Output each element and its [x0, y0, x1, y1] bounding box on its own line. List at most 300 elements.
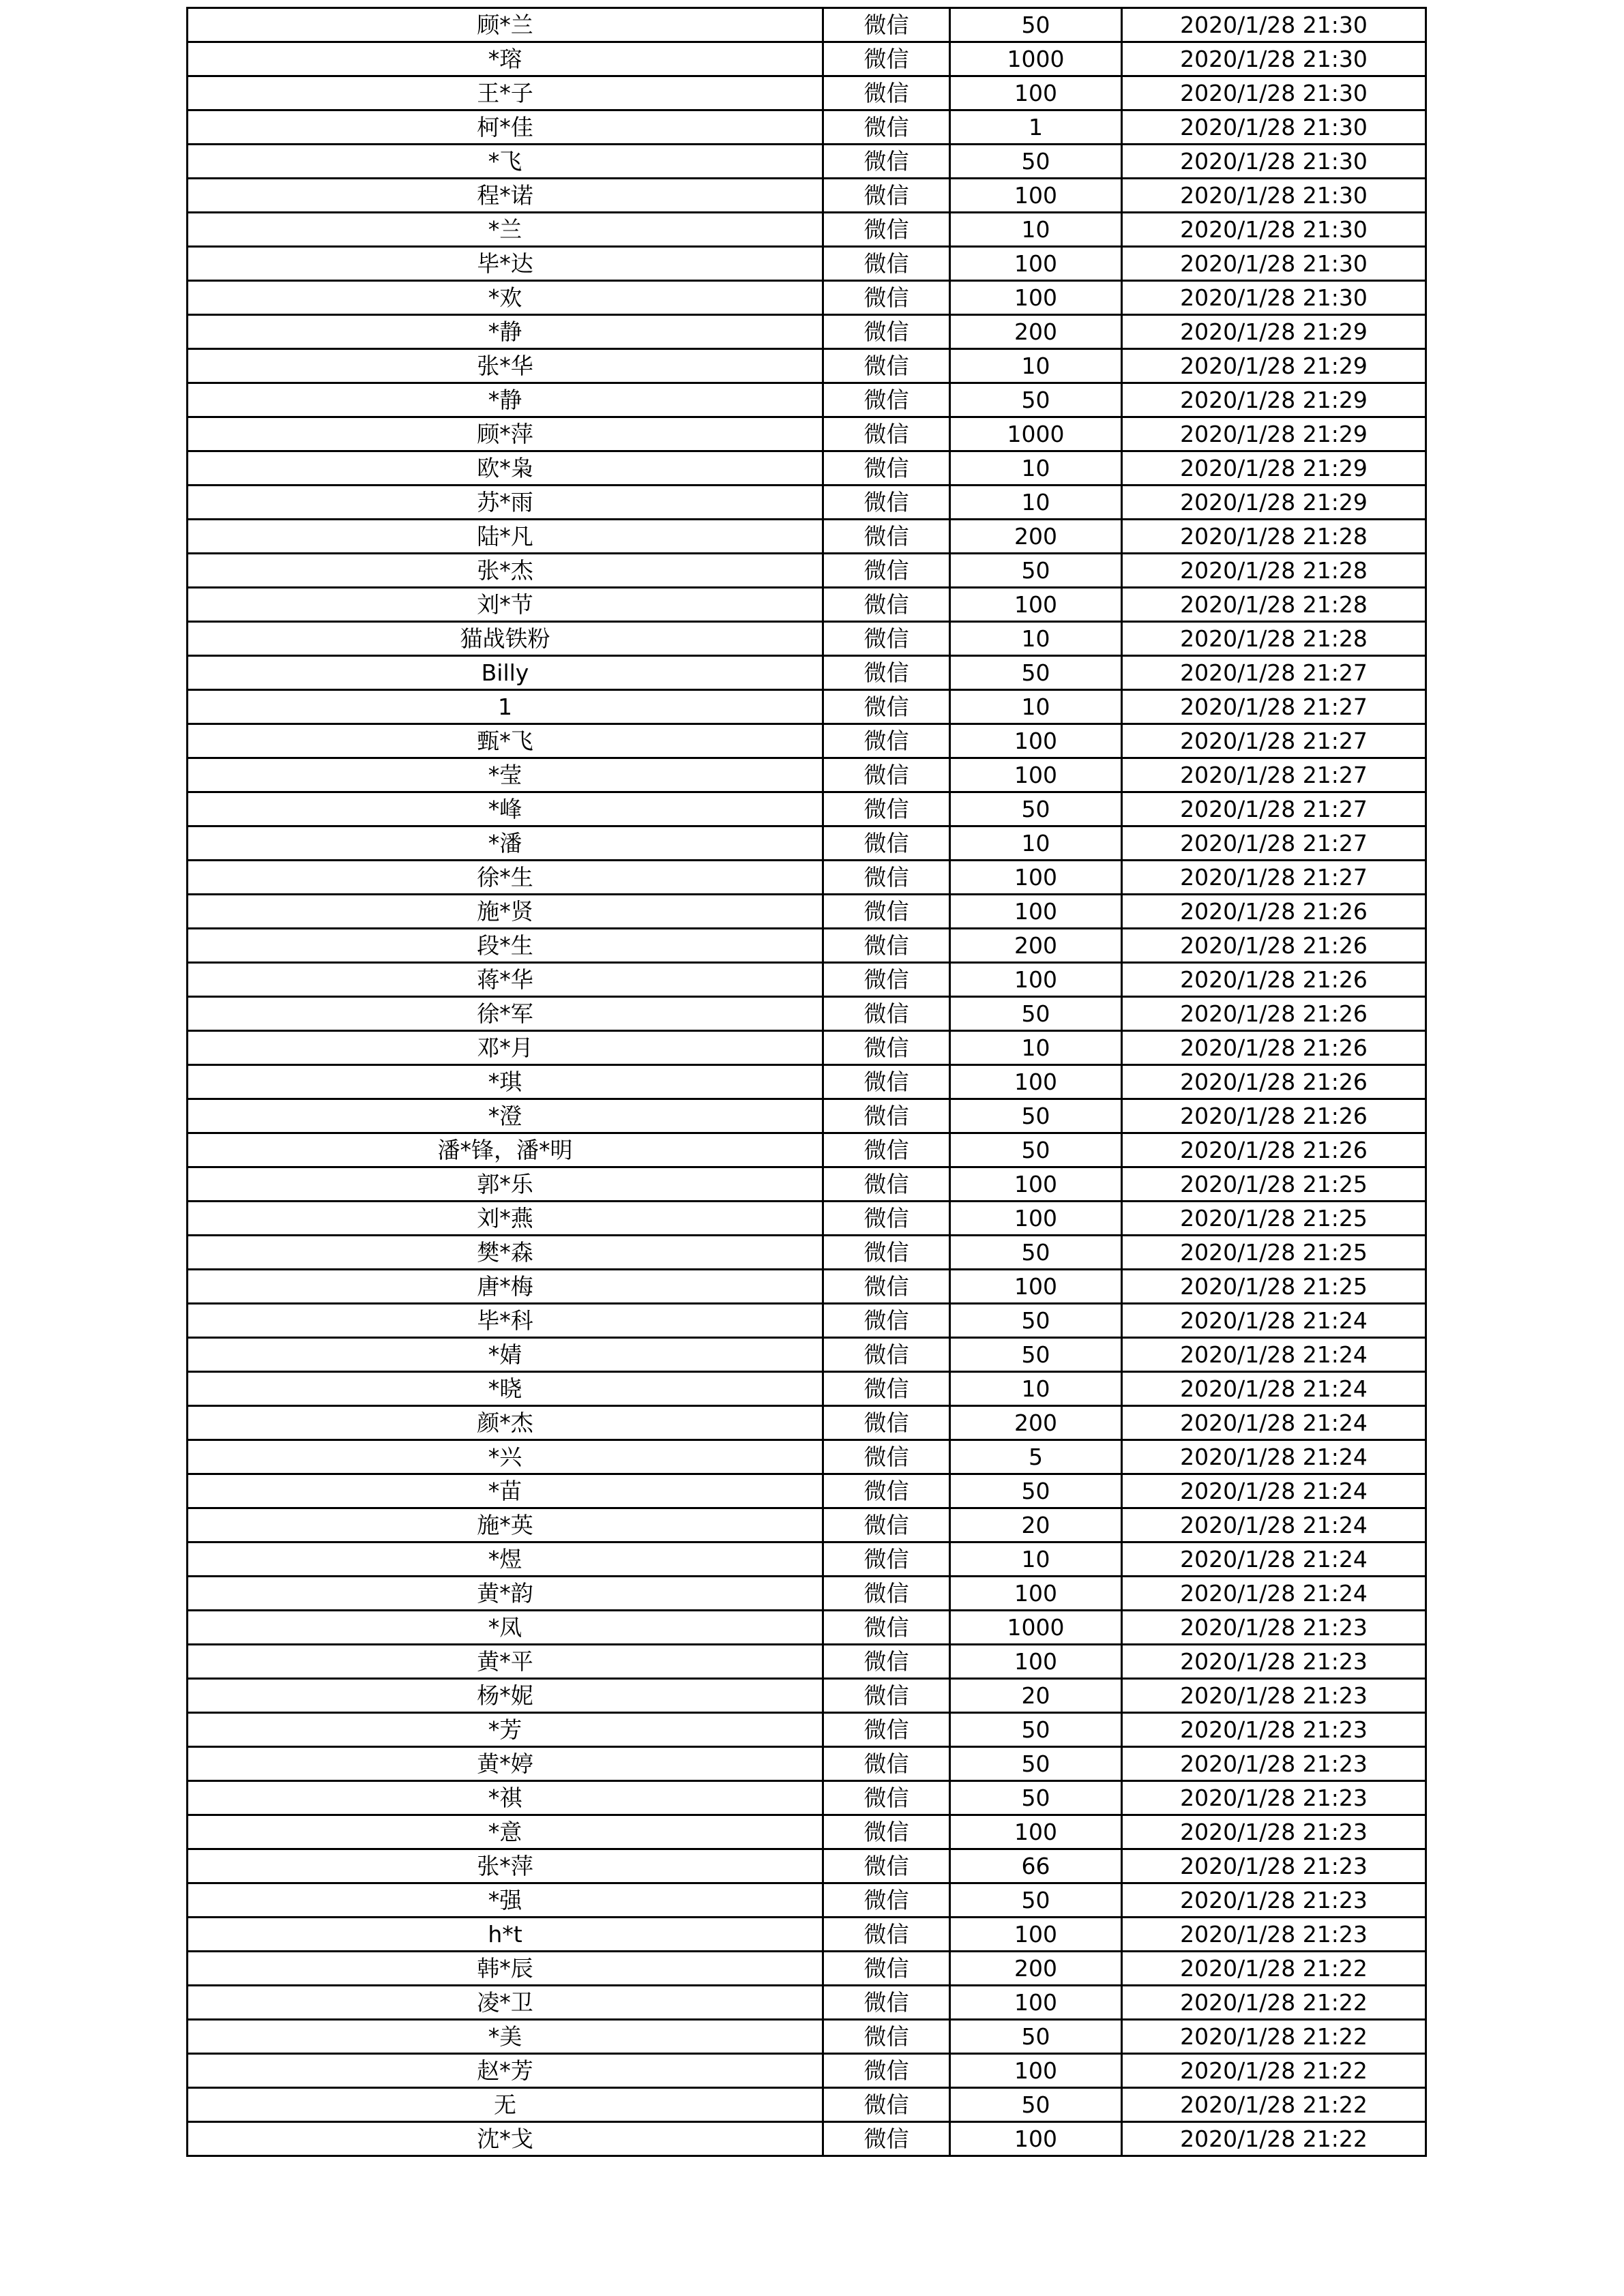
donor-name-cell: 沈*戈	[188, 2122, 823, 2156]
timestamp-cell: 2020/1/28 21:24	[1122, 1577, 1426, 1611]
payment-method-cell: 微信	[823, 588, 950, 622]
donor-name-cell: 赵*芳	[188, 2054, 823, 2088]
payment-method-cell: 微信	[823, 1133, 950, 1167]
amount-cell: 100	[950, 1167, 1122, 1202]
amount-cell: 10	[950, 1031, 1122, 1065]
donor-name-cell: 黄*平	[188, 1645, 823, 1679]
timestamp-cell: 2020/1/28 21:26	[1122, 997, 1426, 1031]
payment-method-cell: 微信	[823, 486, 950, 520]
payment-method-cell: 微信	[823, 1679, 950, 1713]
donor-name-cell: 刘*燕	[188, 1202, 823, 1236]
table-row	[188, 588, 1426, 622]
amount-cell: 50	[950, 1781, 1122, 1815]
amount-cell: 5	[950, 1440, 1122, 1474]
donor-name-cell: 黄*婷	[188, 1747, 823, 1781]
donor-name-cell: *芳	[188, 1713, 823, 1747]
amount-cell: 100	[950, 724, 1122, 758]
timestamp-cell: 2020/1/28 21:26	[1122, 1031, 1426, 1065]
timestamp-cell: 2020/1/28 21:22	[1122, 1986, 1426, 2020]
donor-name-cell: *瑢	[188, 42, 823, 76]
timestamp-cell: 2020/1/28 21:22	[1122, 1952, 1426, 1986]
donor-name-cell: 唐*梅	[188, 1270, 823, 1304]
payment-method-cell: 微信	[823, 451, 950, 486]
donor-name-cell: *煜	[188, 1542, 823, 1577]
amount-cell: 200	[950, 1952, 1122, 1986]
timestamp-cell: 2020/1/28 21:26	[1122, 963, 1426, 997]
payment-method-cell: 微信	[823, 2020, 950, 2054]
table-row	[188, 76, 1426, 110]
donor-name-cell: *婧	[188, 1338, 823, 1372]
timestamp-cell: 2020/1/28 21:28	[1122, 554, 1426, 588]
timestamp-cell: 2020/1/28 21:26	[1122, 1133, 1426, 1167]
donor-name-cell: 段*生	[188, 929, 823, 963]
timestamp-cell: 2020/1/28 21:27	[1122, 792, 1426, 826]
table-row	[188, 792, 1426, 826]
table-row	[188, 963, 1426, 997]
payment-method-cell: 微信	[823, 1167, 950, 1202]
timestamp-cell: 2020/1/28 21:23	[1122, 1781, 1426, 1815]
amount-cell: 100	[950, 1577, 1122, 1611]
amount-cell: 100	[950, 179, 1122, 213]
donor-name-cell: 蒋*华	[188, 963, 823, 997]
amount-cell: 100	[950, 1645, 1122, 1679]
timestamp-cell: 2020/1/28 21:27	[1122, 656, 1426, 690]
table-row	[188, 929, 1426, 963]
timestamp-cell: 2020/1/28 21:22	[1122, 2054, 1426, 2088]
payment-method-cell: 微信	[823, 963, 950, 997]
donor-name-cell: *静	[188, 315, 823, 349]
payment-method-cell: 微信	[823, 1611, 950, 1645]
timestamp-cell: 2020/1/28 21:25	[1122, 1167, 1426, 1202]
amount-cell: 1000	[950, 417, 1122, 451]
donor-name-cell: *潘	[188, 826, 823, 861]
table-row	[188, 1883, 1426, 1918]
table-row	[188, 110, 1426, 145]
table-row	[188, 1679, 1426, 1713]
timestamp-cell: 2020/1/28 21:25	[1122, 1270, 1426, 1304]
payment-method-cell: 微信	[823, 1815, 950, 1849]
donor-name-cell: 杨*妮	[188, 1679, 823, 1713]
timestamp-cell: 2020/1/28 21:24	[1122, 1474, 1426, 1508]
amount-cell: 50	[950, 8, 1122, 42]
table-row	[188, 1099, 1426, 1133]
donor-name-cell: 欧*枭	[188, 451, 823, 486]
amount-cell: 100	[950, 963, 1122, 997]
table-row	[188, 1338, 1426, 1372]
amount-cell: 10	[950, 451, 1122, 486]
donor-name-cell: *兰	[188, 213, 823, 247]
payment-method-cell: 微信	[823, 1270, 950, 1304]
payment-method-cell: 微信	[823, 42, 950, 76]
donor-name-cell: Billy	[188, 656, 823, 690]
amount-cell: 10	[950, 1542, 1122, 1577]
donor-name-cell: *兴	[188, 1440, 823, 1474]
table-row	[188, 1713, 1426, 1747]
timestamp-cell: 2020/1/28 21:28	[1122, 622, 1426, 656]
table-row	[188, 1031, 1426, 1065]
table-row	[188, 1270, 1426, 1304]
timestamp-cell: 2020/1/28 21:27	[1122, 724, 1426, 758]
donor-name-cell: h*t	[188, 1918, 823, 1952]
donor-name-cell: 黄*韵	[188, 1577, 823, 1611]
timestamp-cell: 2020/1/28 21:26	[1122, 1065, 1426, 1099]
table-row	[188, 2088, 1426, 2122]
table-row	[188, 417, 1426, 451]
table-row	[188, 724, 1426, 758]
amount-cell: 66	[950, 1849, 1122, 1883]
table-row	[188, 2122, 1426, 2156]
payment-method-cell: 微信	[823, 1849, 950, 1883]
timestamp-cell: 2020/1/28 21:23	[1122, 1849, 1426, 1883]
payment-method-cell: 微信	[823, 758, 950, 792]
amount-cell: 1000	[950, 1611, 1122, 1645]
payment-method-cell: 微信	[823, 1065, 950, 1099]
timestamp-cell: 2020/1/28 21:25	[1122, 1202, 1426, 1236]
amount-cell: 50	[950, 1133, 1122, 1167]
donor-name-cell: 程*诺	[188, 179, 823, 213]
payment-method-cell: 微信	[823, 145, 950, 179]
amount-cell: 50	[950, 997, 1122, 1031]
payment-method-cell: 微信	[823, 349, 950, 383]
timestamp-cell: 2020/1/28 21:27	[1122, 690, 1426, 724]
table-row	[188, 281, 1426, 315]
payment-method-cell: 微信	[823, 8, 950, 42]
donor-name-cell: *苗	[188, 1474, 823, 1508]
payment-method-cell: 微信	[823, 1645, 950, 1679]
table-row	[188, 554, 1426, 588]
amount-cell: 50	[950, 554, 1122, 588]
donation-table-body	[188, 8, 1426, 2156]
table-row	[188, 2054, 1426, 2088]
table-row	[188, 1372, 1426, 1406]
amount-cell: 100	[950, 895, 1122, 929]
donor-name-cell: 1	[188, 690, 823, 724]
table-row	[188, 1952, 1426, 1986]
timestamp-cell: 2020/1/28 21:30	[1122, 281, 1426, 315]
donor-name-cell: 柯*佳	[188, 110, 823, 145]
table-row	[188, 656, 1426, 690]
amount-cell: 50	[950, 1747, 1122, 1781]
table-row	[188, 1747, 1426, 1781]
table-row	[188, 1065, 1426, 1099]
donor-name-cell: 顾*兰	[188, 8, 823, 42]
amount-cell: 100	[950, 1918, 1122, 1952]
payment-method-cell: 微信	[823, 1952, 950, 1986]
donor-name-cell: 苏*雨	[188, 486, 823, 520]
payment-method-cell: 微信	[823, 622, 950, 656]
donor-name-cell: 张*华	[188, 349, 823, 383]
amount-cell: 100	[950, 247, 1122, 281]
payment-method-cell: 微信	[823, 1202, 950, 1236]
table-row	[188, 1508, 1426, 1542]
timestamp-cell: 2020/1/28 21:28	[1122, 588, 1426, 622]
payment-method-cell: 微信	[823, 520, 950, 554]
donor-name-cell: *莹	[188, 758, 823, 792]
table-row	[188, 895, 1426, 929]
table-row	[188, 42, 1426, 76]
timestamp-cell: 2020/1/28 21:23	[1122, 1713, 1426, 1747]
timestamp-cell: 2020/1/28 21:29	[1122, 451, 1426, 486]
payment-method-cell: 微信	[823, 1031, 950, 1065]
donor-name-cell: 猫战铁粉	[188, 622, 823, 656]
timestamp-cell: 2020/1/28 21:25	[1122, 1236, 1426, 1270]
donor-name-cell: 张*萍	[188, 1849, 823, 1883]
amount-cell: 200	[950, 315, 1122, 349]
timestamp-cell: 2020/1/28 21:22	[1122, 2020, 1426, 2054]
amount-cell: 50	[950, 145, 1122, 179]
table-row	[188, 349, 1426, 383]
donor-name-cell: 樊*森	[188, 1236, 823, 1270]
payment-method-cell: 微信	[823, 315, 950, 349]
payment-method-cell: 微信	[823, 383, 950, 417]
timestamp-cell: 2020/1/28 21:23	[1122, 1747, 1426, 1781]
donor-name-cell: 顾*萍	[188, 417, 823, 451]
table-row	[188, 2020, 1426, 2054]
amount-cell: 10	[950, 349, 1122, 383]
donor-name-cell: 韩*辰	[188, 1952, 823, 1986]
donor-name-cell: 毕*达	[188, 247, 823, 281]
timestamp-cell: 2020/1/28 21:30	[1122, 8, 1426, 42]
payment-method-cell: 微信	[823, 1236, 950, 1270]
timestamp-cell: 2020/1/28 21:27	[1122, 758, 1426, 792]
amount-cell: 50	[950, 383, 1122, 417]
donor-name-cell: 颜*杰	[188, 1406, 823, 1440]
table-row	[188, 997, 1426, 1031]
table-row	[188, 247, 1426, 281]
table-row	[188, 1202, 1426, 1236]
table-row	[188, 1815, 1426, 1849]
amount-cell: 100	[950, 1065, 1122, 1099]
amount-cell: 100	[950, 281, 1122, 315]
amount-cell: 50	[950, 1099, 1122, 1133]
table-row	[188, 8, 1426, 42]
amount-cell: 100	[950, 76, 1122, 110]
payment-method-cell: 微信	[823, 281, 950, 315]
timestamp-cell: 2020/1/28 21:30	[1122, 42, 1426, 76]
table-row	[188, 1611, 1426, 1645]
payment-method-cell: 微信	[823, 417, 950, 451]
amount-cell: 100	[950, 1815, 1122, 1849]
payment-method-cell: 微信	[823, 724, 950, 758]
donor-name-cell: *意	[188, 1815, 823, 1849]
amount-cell: 10	[950, 213, 1122, 247]
timestamp-cell: 2020/1/28 21:24	[1122, 1508, 1426, 1542]
table-row	[188, 213, 1426, 247]
donor-name-cell: 徐*军	[188, 997, 823, 1031]
timestamp-cell: 2020/1/28 21:26	[1122, 895, 1426, 929]
donor-name-cell: 王*子	[188, 76, 823, 110]
donor-name-cell: 施*英	[188, 1508, 823, 1542]
donor-name-cell: 施*贤	[188, 895, 823, 929]
amount-cell: 100	[950, 861, 1122, 895]
payment-method-cell: 微信	[823, 792, 950, 826]
table-row	[188, 1236, 1426, 1270]
timestamp-cell: 2020/1/28 21:28	[1122, 520, 1426, 554]
amount-cell: 10	[950, 826, 1122, 861]
payment-method-cell: 微信	[823, 1099, 950, 1133]
table-row	[188, 1167, 1426, 1202]
donor-name-cell: *晓	[188, 1372, 823, 1406]
amount-cell: 10	[950, 690, 1122, 724]
amount-cell: 100	[950, 1270, 1122, 1304]
timestamp-cell: 2020/1/28 21:24	[1122, 1304, 1426, 1338]
payment-method-cell: 微信	[823, 1542, 950, 1577]
table-row	[188, 622, 1426, 656]
amount-cell: 50	[950, 2020, 1122, 2054]
timestamp-cell: 2020/1/28 21:29	[1122, 315, 1426, 349]
amount-cell: 50	[950, 1474, 1122, 1508]
timestamp-cell: 2020/1/28 21:29	[1122, 417, 1426, 451]
table-row	[188, 1474, 1426, 1508]
timestamp-cell: 2020/1/28 21:26	[1122, 1099, 1426, 1133]
amount-cell: 50	[950, 1236, 1122, 1270]
amount-cell: 50	[950, 1304, 1122, 1338]
amount-cell: 50	[950, 1883, 1122, 1918]
donor-name-cell: *澄	[188, 1099, 823, 1133]
amount-cell: 10	[950, 1372, 1122, 1406]
donor-name-cell: 郭*乐	[188, 1167, 823, 1202]
timestamp-cell: 2020/1/28 21:24	[1122, 1406, 1426, 1440]
timestamp-cell: 2020/1/28 21:27	[1122, 861, 1426, 895]
timestamp-cell: 2020/1/28 21:24	[1122, 1338, 1426, 1372]
timestamp-cell: 2020/1/28 21:29	[1122, 349, 1426, 383]
payment-method-cell: 微信	[823, 690, 950, 724]
table-row	[188, 451, 1426, 486]
donor-name-cell: 毕*科	[188, 1304, 823, 1338]
amount-cell: 200	[950, 1406, 1122, 1440]
timestamp-cell: 2020/1/28 21:30	[1122, 213, 1426, 247]
payment-method-cell: 微信	[823, 1406, 950, 1440]
payment-method-cell: 微信	[823, 1338, 950, 1372]
donor-name-cell: *峰	[188, 792, 823, 826]
table-row	[188, 1304, 1426, 1338]
donation-table	[186, 7, 1427, 2157]
donor-name-cell: 徐*生	[188, 861, 823, 895]
amount-cell: 1	[950, 110, 1122, 145]
amount-cell: 100	[950, 758, 1122, 792]
table-row	[188, 758, 1426, 792]
payment-method-cell: 微信	[823, 861, 950, 895]
payment-method-cell: 微信	[823, 2122, 950, 2156]
payment-method-cell: 微信	[823, 997, 950, 1031]
payment-method-cell: 微信	[823, 1372, 950, 1406]
payment-method-cell: 微信	[823, 1781, 950, 1815]
amount-cell: 100	[950, 1986, 1122, 2020]
donor-name-cell: 邓*月	[188, 1031, 823, 1065]
payment-method-cell: 微信	[823, 179, 950, 213]
amount-cell: 200	[950, 520, 1122, 554]
timestamp-cell: 2020/1/28 21:24	[1122, 1542, 1426, 1577]
timestamp-cell: 2020/1/28 21:30	[1122, 145, 1426, 179]
timestamp-cell: 2020/1/28 21:22	[1122, 2122, 1426, 2156]
timestamp-cell: 2020/1/28 21:23	[1122, 1883, 1426, 1918]
payment-method-cell: 微信	[823, 1883, 950, 1918]
amount-cell: 50	[950, 656, 1122, 690]
table-row	[188, 486, 1426, 520]
table-row	[188, 383, 1426, 417]
amount-cell: 100	[950, 2054, 1122, 2088]
amount-cell: 100	[950, 1202, 1122, 1236]
payment-method-cell: 微信	[823, 2054, 950, 2088]
table-row	[188, 1542, 1426, 1577]
payment-method-cell: 微信	[823, 1986, 950, 2020]
amount-cell: 50	[950, 792, 1122, 826]
table-row	[188, 145, 1426, 179]
donor-name-cell: 潘*锋，潘*明	[188, 1133, 823, 1167]
payment-method-cell: 微信	[823, 76, 950, 110]
amount-cell: 100	[950, 588, 1122, 622]
timestamp-cell: 2020/1/28 21:23	[1122, 1918, 1426, 1952]
donor-name-cell: *美	[188, 2020, 823, 2054]
donor-name-cell: 甄*飞	[188, 724, 823, 758]
amount-cell: 10	[950, 486, 1122, 520]
timestamp-cell: 2020/1/28 21:24	[1122, 1372, 1426, 1406]
table-row	[188, 1440, 1426, 1474]
amount-cell: 50	[950, 1338, 1122, 1372]
table-row	[188, 1133, 1426, 1167]
payment-method-cell: 微信	[823, 929, 950, 963]
donor-name-cell: 无	[188, 2088, 823, 2122]
timestamp-cell: 2020/1/28 21:30	[1122, 110, 1426, 145]
donor-name-cell: 张*杰	[188, 554, 823, 588]
table-row	[188, 1645, 1426, 1679]
timestamp-cell: 2020/1/28 21:29	[1122, 486, 1426, 520]
table-row	[188, 861, 1426, 895]
table-row	[188, 1918, 1426, 1952]
amount-cell: 50	[950, 2088, 1122, 2122]
amount-cell: 20	[950, 1508, 1122, 1542]
payment-method-cell: 微信	[823, 1713, 950, 1747]
payment-method-cell: 微信	[823, 1440, 950, 1474]
donor-name-cell: *飞	[188, 145, 823, 179]
timestamp-cell: 2020/1/28 21:23	[1122, 1815, 1426, 1849]
payment-method-cell: 微信	[823, 213, 950, 247]
payment-method-cell: 微信	[823, 110, 950, 145]
payment-method-cell: 微信	[823, 1918, 950, 1952]
payment-method-cell: 微信	[823, 247, 950, 281]
amount-cell: 100	[950, 2122, 1122, 2156]
payment-method-cell: 微信	[823, 826, 950, 861]
timestamp-cell: 2020/1/28 21:29	[1122, 383, 1426, 417]
payment-method-cell: 微信	[823, 1474, 950, 1508]
donor-name-cell: *祺	[188, 1781, 823, 1815]
table-row	[188, 826, 1426, 861]
table-row	[188, 179, 1426, 213]
payment-method-cell: 微信	[823, 1577, 950, 1611]
timestamp-cell: 2020/1/28 21:23	[1122, 1611, 1426, 1645]
payment-method-cell: 微信	[823, 554, 950, 588]
table-row	[188, 315, 1426, 349]
donor-name-cell: *凤	[188, 1611, 823, 1645]
donor-name-cell: 凌*卫	[188, 1986, 823, 2020]
timestamp-cell: 2020/1/28 21:27	[1122, 826, 1426, 861]
timestamp-cell: 2020/1/28 21:24	[1122, 1440, 1426, 1474]
amount-cell: 200	[950, 929, 1122, 963]
table-row	[188, 1406, 1426, 1440]
donor-name-cell: 陆*凡	[188, 520, 823, 554]
timestamp-cell: 2020/1/28 21:26	[1122, 929, 1426, 963]
amount-cell: 50	[950, 1713, 1122, 1747]
donor-name-cell: *强	[188, 1883, 823, 1918]
donor-name-cell: *欢	[188, 281, 823, 315]
amount-cell: 1000	[950, 42, 1122, 76]
timestamp-cell: 2020/1/28 21:23	[1122, 1645, 1426, 1679]
table-row	[188, 1849, 1426, 1883]
amount-cell: 20	[950, 1679, 1122, 1713]
timestamp-cell: 2020/1/28 21:30	[1122, 247, 1426, 281]
amount-cell: 10	[950, 622, 1122, 656]
table-row	[188, 520, 1426, 554]
